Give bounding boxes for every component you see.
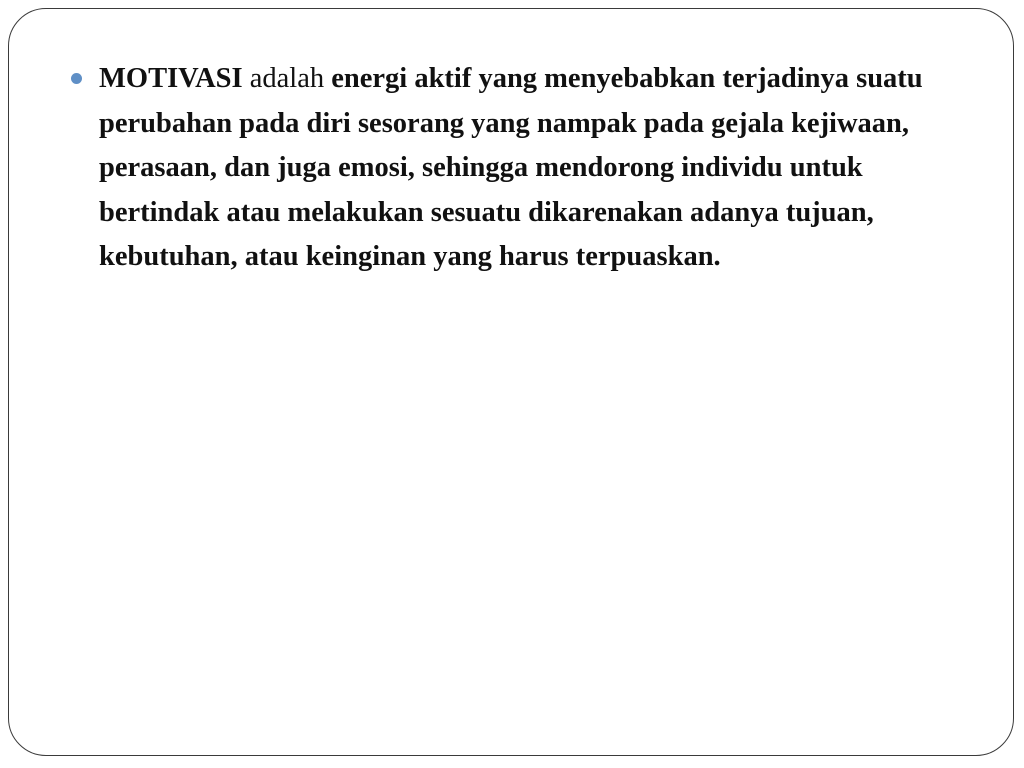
definition-text: energi aktif yang menyebabkan terjadinya suatu perubahan pada diri sesorang yang nampak pada gejala kejiwaan, perasaan, dan juga emosi, sehingga mendorong individu untuk bertindak atau melakukan sesuatu dikarenakan adanya tujuan, kebutuhan, atau keinginan yang harus terpuaskan. [99,63,923,272]
bullet-dot-icon [71,73,82,84]
bullet-list [71,57,951,280]
term-text: MOTIVASI [99,63,243,94]
connector-text: adalah [242,63,332,94]
slide-frame [8,8,1014,756]
bullet-item [71,57,951,280]
